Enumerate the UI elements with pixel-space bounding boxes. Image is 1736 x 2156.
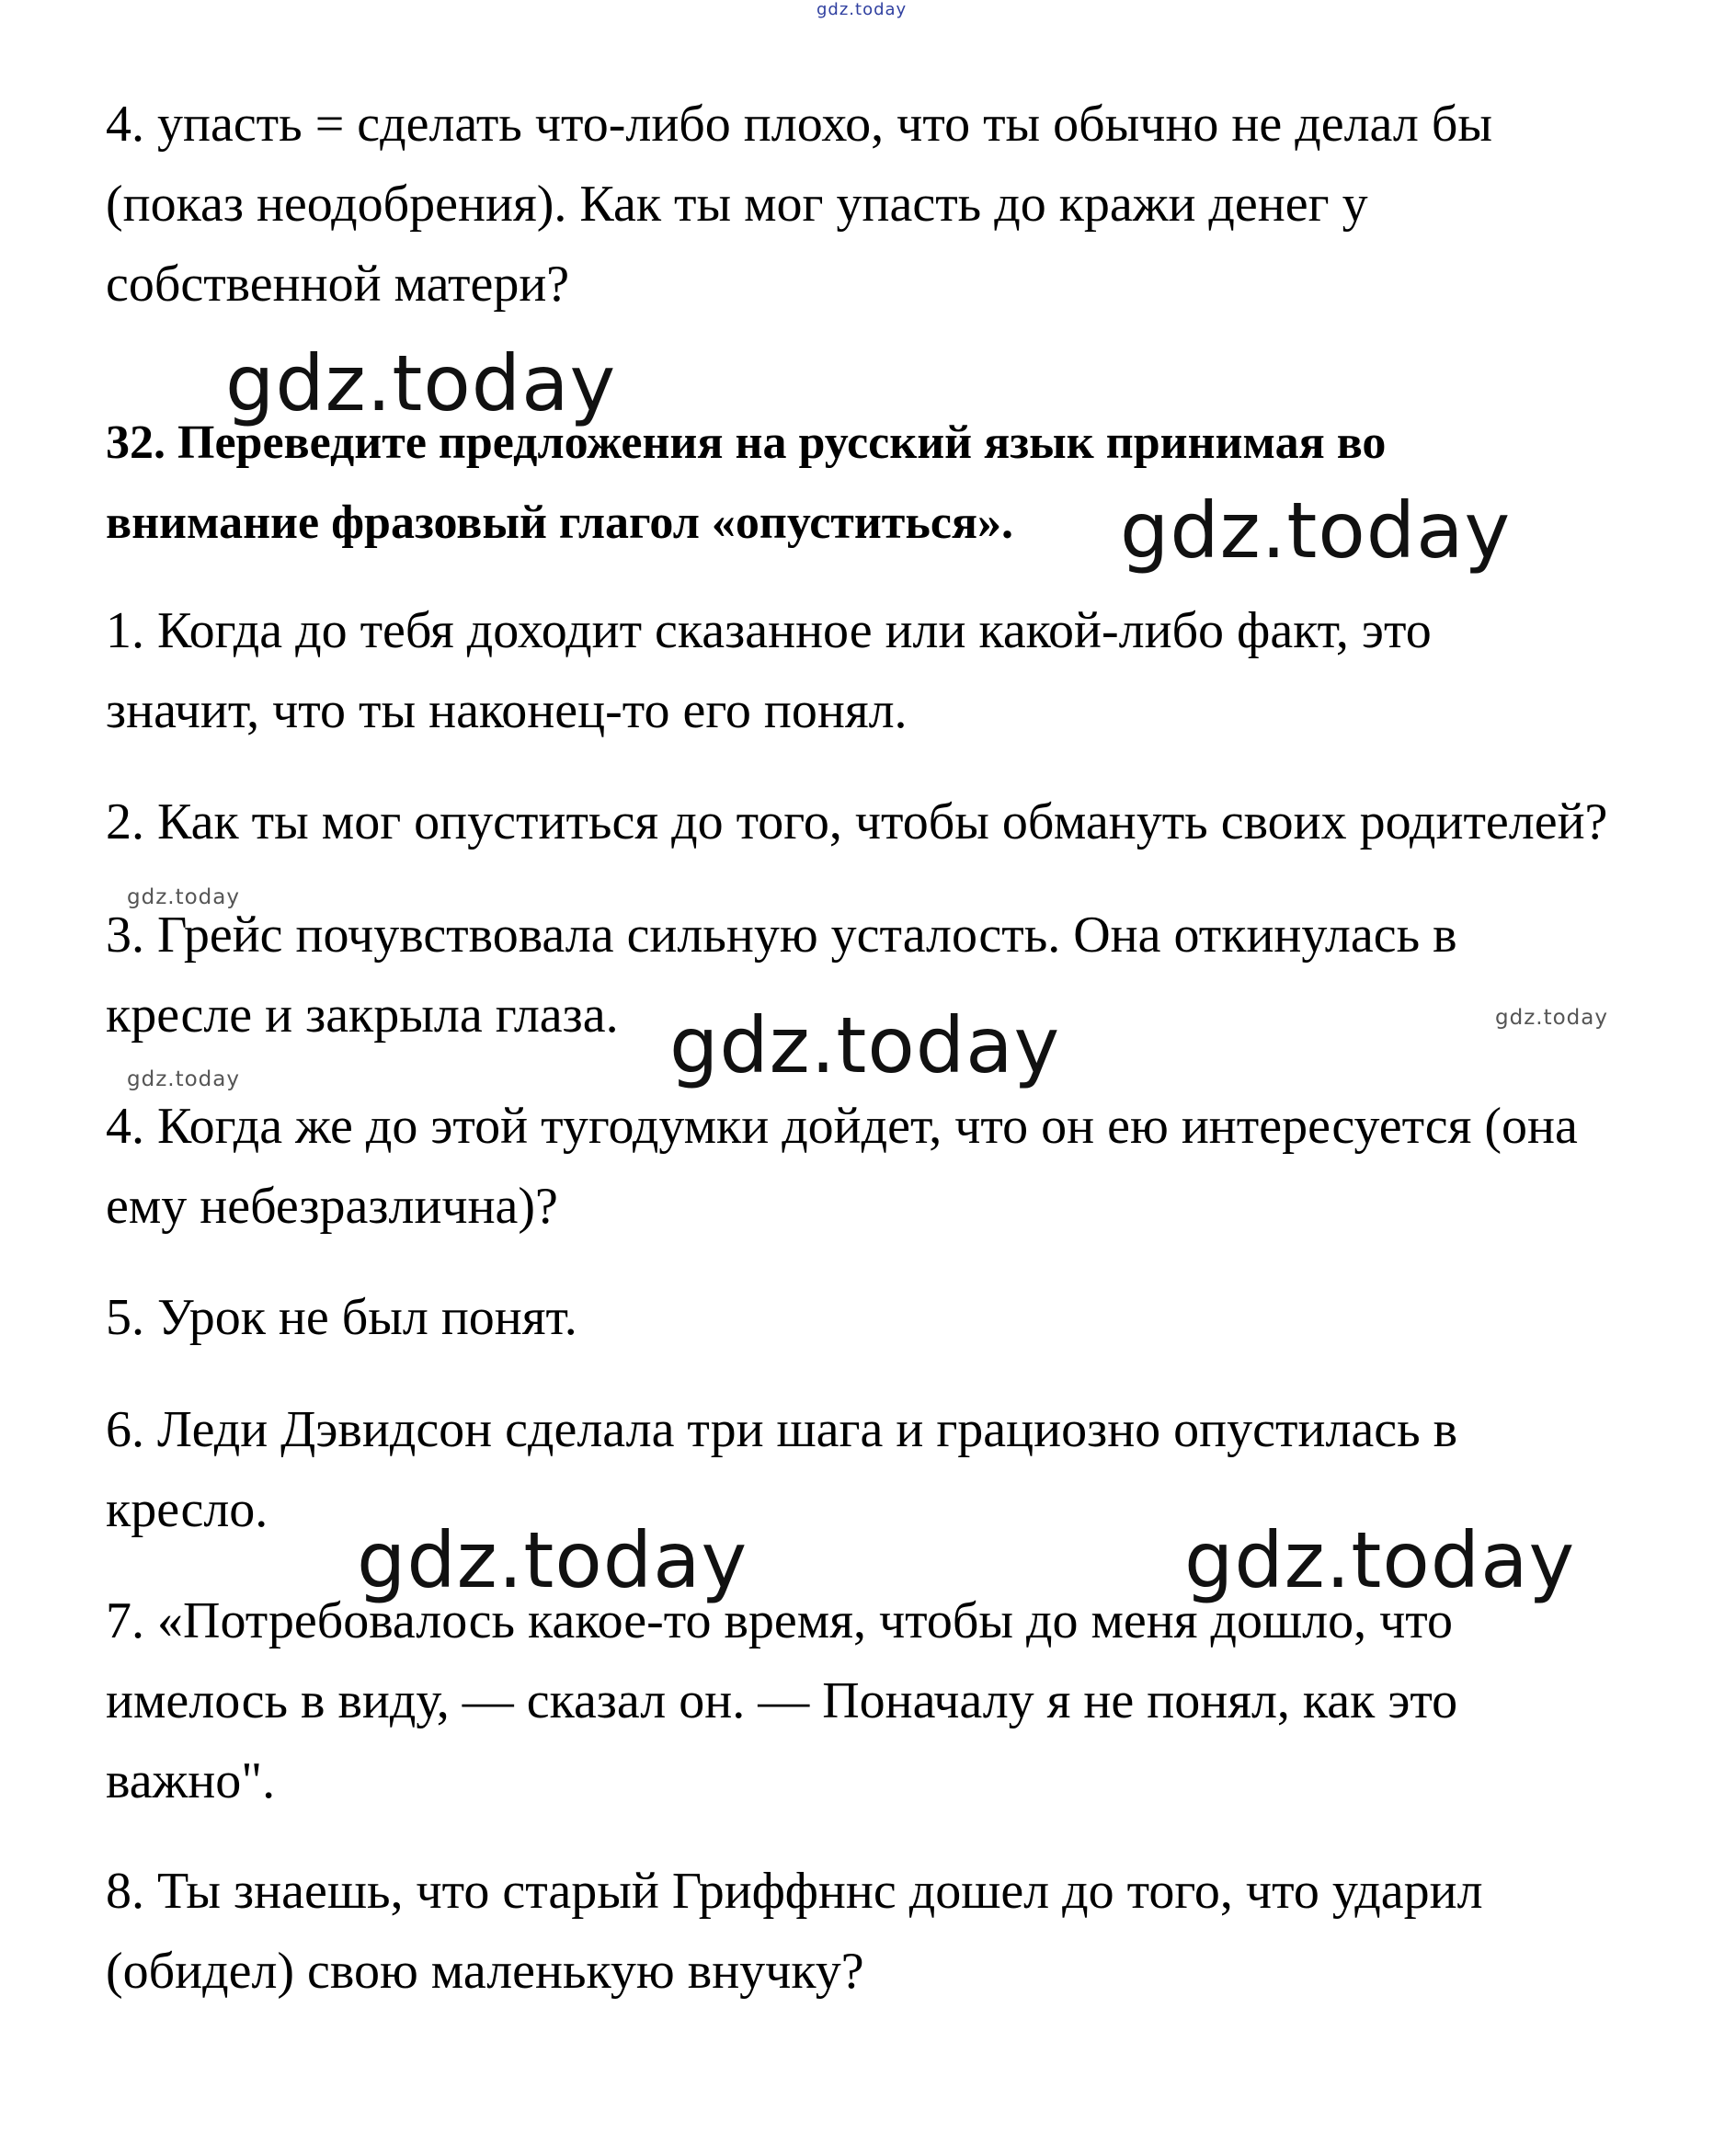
list-item-line: важно". (106, 1752, 276, 1809)
list-item-line: 3. Грейс почувствовала сильную усталость. Она откинулась в (106, 907, 1457, 964)
watermark: gdz.today (1495, 1006, 1608, 1030)
watermark-top: gdz.today (817, 0, 908, 19)
list-item (106, 1581, 1687, 1821)
list-item-line: (обидел) свою маленькую внучку? (106, 1943, 864, 2000)
prev-item-line: собственной матери? (106, 256, 570, 313)
list-item (106, 1852, 1687, 2012)
list-item (106, 1087, 1687, 1247)
list-item-line: кресле и закрыла глаза. (106, 987, 619, 1044)
list-item (106, 1278, 1687, 1358)
list-item-line: ему небезразлична)? (106, 1178, 558, 1235)
prev-item-line: (показ неодобрения). Как ты мог упасть до кражи денег у (106, 176, 1368, 233)
prev-item-line: 4. упасть = сделать что-либо плохо, что ты обычно не делал бы (106, 96, 1492, 153)
watermark: gdz.today (669, 1000, 1061, 1090)
watermark: gdz.today (127, 885, 240, 909)
watermark: gdz.today (1120, 485, 1512, 576)
watermark: gdz.today (225, 338, 617, 428)
task-heading-line: внимание фразовый глагол «опуститься». (106, 496, 1014, 549)
list-item-line: 7. «Потребовалось какое-то время, чтобы до меня дошло, что (106, 1592, 1453, 1649)
watermark: gdz.today (357, 1515, 748, 1605)
list-item-line: 5. Урок не был понят. (106, 1289, 577, 1346)
list-item-line: 8. Ты знаешь, что старый Гриффннс дошел до того, что ударил (106, 1863, 1483, 1920)
list-item (106, 591, 1687, 751)
watermark: gdz.today (1184, 1515, 1576, 1605)
list-item-line: 6. Леди Дэвидсон сделала три шага и грациозно опустилась в (106, 1401, 1458, 1458)
list-item (106, 782, 1724, 862)
list-item-line: значит, что ты наконец-то его понял. (106, 682, 908, 739)
list-item-line: кресло. (106, 1481, 268, 1538)
watermark: gdz.today (127, 1067, 240, 1091)
list-item-line: имелось в виду, — сказал он. — Поначалу я не понял, как это (106, 1672, 1458, 1729)
list-item-line: 4. Когда же до этой тугодумки дойдет, что он ею интересуется (она (106, 1098, 1578, 1155)
task-heading-line: 32. Переведите предложения на русский язык принимая во (106, 416, 1387, 469)
prev-item-paragraph (106, 85, 1687, 325)
list-item-line: 1. Когда до тебя доходит сказанное или какой-либо факт, это (106, 602, 1432, 659)
list-item-line: 2. Как ты мог опуститься до того, чтобы обмануть своих родителей? (106, 793, 1608, 850)
